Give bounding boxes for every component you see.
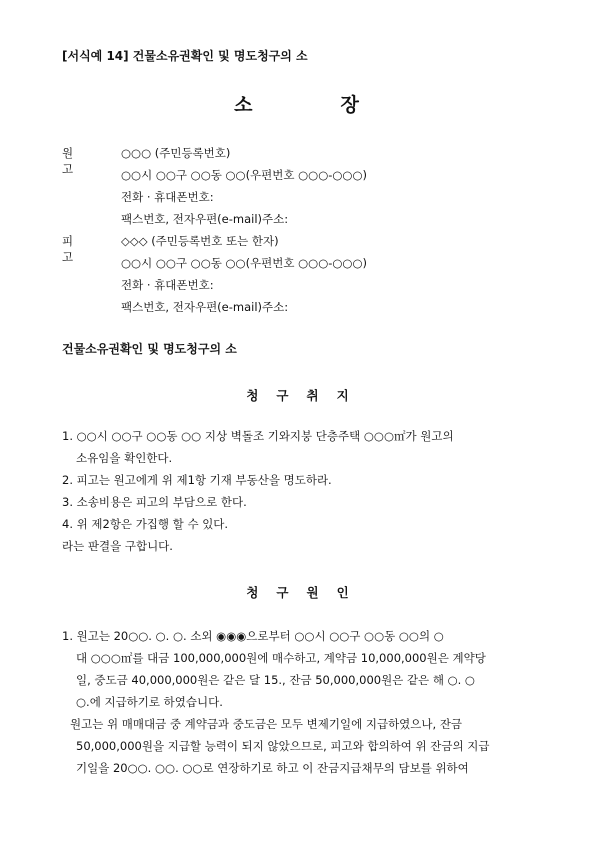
claim-item-1-line-1: 1. ○○시 ○○구 ○○동 ○○ 지상 벽돌조 기와지붕 단층주택 ○○○㎡가 원고의: [62, 429, 454, 443]
defendant-address: ○○시 ○○구 ○○동 ○○(우편번호 ○○○-○○○): [121, 256, 367, 270]
claim-purpose-title-char: 취: [306, 388, 319, 403]
claim-purpose-title-char: 지: [336, 388, 349, 403]
form-label: [서식예 14] 건물소유권확인 및 명도청구의 소: [62, 49, 308, 63]
case-name: 건물소유권확인 및 명도청구의 소: [62, 342, 237, 356]
claim-purpose-title: [0, 386, 595, 404]
claim-item-3: 3. 소송비용은 피고의 부담으로 한다.: [62, 495, 247, 509]
plaintiff-role-char-1: 원: [62, 146, 74, 160]
claim-cause-title-char: 인: [336, 585, 349, 600]
claim-cause-title-char: 원: [306, 585, 319, 600]
title-char-right: 장: [340, 94, 361, 116]
plaintiff-name: ○○○ (주민등록번호): [121, 146, 231, 160]
claim-item-4: 4. 위 제2항은 가집행 할 수 있다.: [62, 517, 229, 531]
defendant-role: [62, 233, 106, 265]
title-char-left: 소: [234, 94, 255, 116]
cause-p2-line-1: 원고는 위 매매대금 중 계약금과 중도금은 모두 변제기일에 지급하였으나, 잔금: [70, 717, 463, 731]
claim-cause-title-char: 구: [276, 585, 289, 600]
plaintiff-phone: 전화 · 휴대폰번호:: [121, 190, 214, 204]
claim-cause-paragraph-1: [62, 625, 532, 779]
claim-item-1-line-2: 소유임을 확인한다.: [76, 451, 173, 465]
defendant-role-char-2: 고: [62, 250, 74, 264]
cause-p1-line-2: 대 ○○○㎡를 대금 100,000,000원에 매수하고, 계약금 10,000,000원은 계약당: [76, 651, 486, 665]
cause-p1-line-3: 일, 중도금 40,000,000원은 같은 달 15., 잔금 50,000,000원은 같은 해 ○. ○: [76, 673, 475, 687]
plaintiff-address: ○○시 ○○구 ○○동 ○○(우편번호 ○○○-○○○): [121, 168, 367, 182]
claim-cause-title-char: 청: [246, 585, 259, 600]
claim-item-2: 2. 피고는 원고에게 위 제1항 기재 부동산을 명도하라.: [62, 473, 332, 487]
cause-p1-line-1: 1. 원고는 20○○. ○. ○. 소외 ◉◉◉으로부터 ○○시 ○○구 ○○동 ○○의 ○: [62, 629, 444, 643]
claim-purpose-title-char: 구: [276, 388, 289, 403]
claim-cause-title: [0, 583, 595, 601]
plaintiff-role-char-2: 고: [62, 162, 74, 176]
defendant-role-char-1: 피: [62, 234, 74, 248]
defendant-name: ◇◇◇ (주민등록번호 또는 한자): [121, 234, 279, 248]
defendant-fax-email: 팩스번호, 전자우편(e-mail)주소:: [121, 300, 289, 314]
claim-closing: 라는 판결을 구합니다.: [62, 539, 173, 553]
cause-p1-line-4: ○.에 지급하기로 하였습니다.: [76, 695, 223, 709]
cause-p2-line-2: 50,000,000원을 지급할 능력이 되지 않았으므로, 피고와 합의하여 위 잔금의 지급: [76, 739, 490, 753]
defendant-phone: 전화 · 휴대폰번호:: [121, 278, 214, 292]
cause-p2-line-3: 기일을 20○○. ○○. ○○로 연장하기로 하고 이 잔금지급채무의 담보를 위하여: [76, 761, 469, 775]
document-title: [0, 90, 595, 117]
claim-purpose-title-char: 청: [246, 388, 259, 403]
claim-purpose-list: [62, 425, 532, 557]
plaintiff-role: [62, 145, 106, 177]
plaintiff-fax-email: 팩스번호, 전자우편(e-mail)주소:: [121, 212, 289, 226]
